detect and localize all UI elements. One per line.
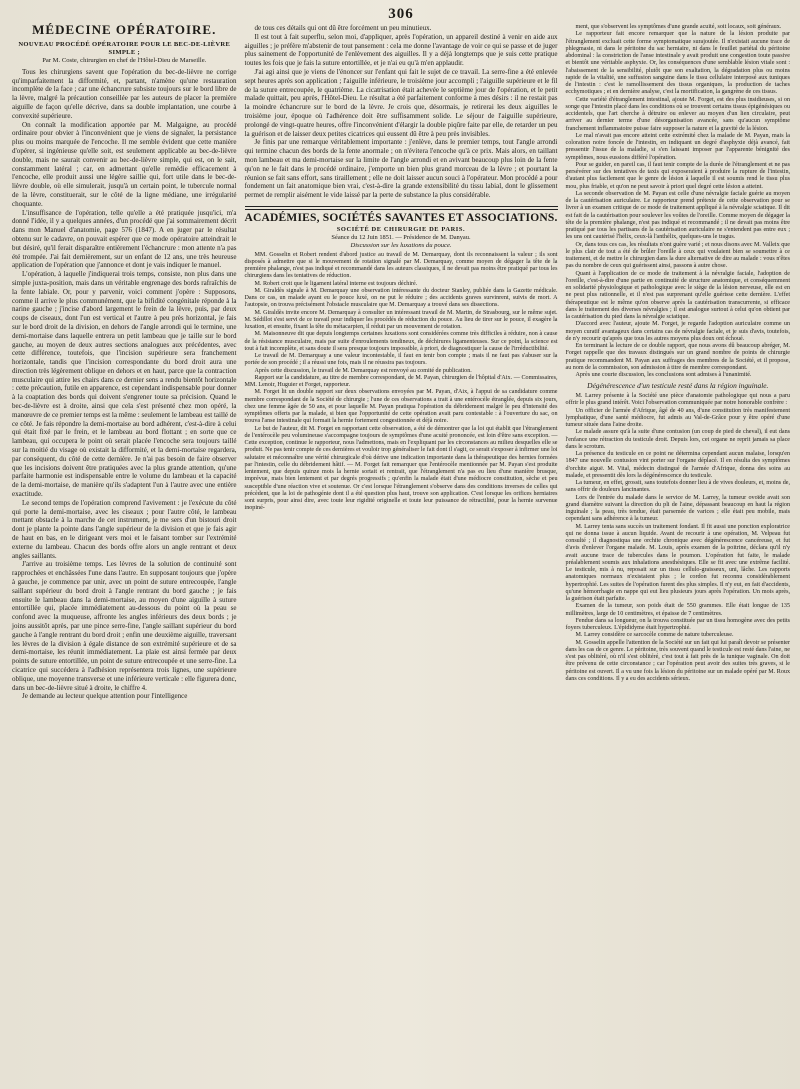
paragraph: Cette variété d'étranglement intestinal, ajoute M. Forget, est des plus insidieuses, si on songe que l'intestin placé dans les conditions où se trouvent certains tissus épigénésiques ou accidentels, que l'art cherche à détruire ou enlever au moyen d'un lien circulaire, peut arriver au dernier terme d'une désorganisation avancée, sans qu'aucun symptôme franchement inflammatoire puisse faire supposer la nature et la gravité de la lésion. [565,96,791,132]
section-title: MÉDECINE OPÉRATOIRE. [32,22,217,37]
paragraph: M. Robert croit que le ligament latéral interne est toujours déchiré. [254,280,418,287]
paragraph: ment, que s'observent les symptômes d'une grande acuité, soit locaux, soit généraux. [575,24,782,30]
paragraph: Pour se guider, en pareil cas, il faut tenir compte de la durée de l'étranglement et ne pas persévérer sur des tentatives de taxis qui exposeraient à produire la rupture de l'intestin, d'autant plus facilement que le genre de lésion à laquelle il est soumis rend le tissu plus mou, plus friable, et qu'on ne peut savoir à priori quel degré cette lésion a atteint. [565,161,791,190]
paragraph: L'opération, à laquelle j'indiquerai trois temps, consiste, non plus dans une simple juxta-position, mais dans un véritable engrenage des bords rafraîchis de la fente labiale. Or, pour y parvenir, voici comment j'opère : Supposons, comme il arrive le plus communément, que la bifidité congénitale réponde à la narine gauche ; j'incise d'abord largement le frein de la lèvre, puis, par deux coups de ciseaux, dont l'un est vertical et l'autre à peu près horizontal, je fais sur le bord droit de la division, en dehors de l'angle arrondi qui le termine, une demi-mortaise dans laquelle entrera un petit lambeau que je taille sur le bord gauche, au moyen de deux autres sections analogues aux précédentes, avec cette différence, toutefois, que l'incision supérieure sera franchement horizontale, tandis que l'incision correspondante du bord droit aura une direction très légèrement oblique en dehors et en haut, parce que la contraction musculaire qui attire les chairs dans ce dernier sens a rendu bientôt horizontale : cette précaution, futile en apparence, est cependant indispensable pour donner à la coaptation des bords qui doivent s'engrener toute sa précision. Quand le bec-de-lièvre est à droite, ainsi que cela s'est présenté chez mon opéré, la manœuvre de ce premier temps est la même : seulement le lambeau est taillé de ce côté. Je fais répondre la demi-mortaise au bord adhérent, c'est-à-dire à celui qui était fixé par le frein, et le lambeau au bord flottant ; en sorte que ce lambeau, qui occupera le point où serait placée l'encoche sera toujours taillé sur la moitié du visage où existait la difformité, et la demi-mortaise regardera, par conséquent, du côté de cette dernière. Je n'ai pas besoin de faire observer que les incisions doivent être pratiquées avec la plus grande attention, qu'une parfaite harmonie est indispensable entre le volume du lambeau et la capacité de la demi-mortaise, de manière qu'ils s'adaptent l'un à l'autre avec une entière exactitude. [12,270,237,499]
paragraph: M. Larrey présente à la Société une pièce d'anatomie pathologique qui nous a paru offrir le plus grand intérêt. Voici l'observation communiquée par notre honorable confrère : [565,393,791,407]
paragraph: MM. Gosselin et Robert rendent d'abord justice au travail de M. Demarquay, dont ils reconnaissent la valeur ; ils sont disposés à admettre que si le mouvement de rotation signalé par M. Demarquay, comme moyen de dégager la tête de la première phalange, n'est pas indiqué et recommandé dans les auteurs classiques, il ne devait pas moins être pratiqué par tous les chirurgiens dans les tentatives de réduction. [244,251,558,280]
article-body-continued [245,24,558,200]
paragraph: Le second temps de l'opération comprend l'avivement : je l'exécute du côté qui porte la demi-mortaise, avec les ciseaux ; pour l'autre côté, le lambeau mettant obstacle à la marche de cet instrument, je me sers d'un bistouri droit dont je plante la pointe dans l'angle supérieur de la division et que je fais agir de haut en bas, en le dirigeant vers moi et le faisant tomber sur l'extrémité externe du lambeau. Chacun des bords offre alors un angle rentrant et deux angles saillants. [12,498,237,560]
paragraph: M. Gosselin appelle l'attention de la Société sur un fait qui lui paraît devoir se présenter dans les cas de ce genre. Le péritoine, très souvent quand le testicule est resté dans l'aine, ne s'est pas oblitéré, où n'il s'est oblitéré, c'est tout à fait près de la tunique vaginale. On doit être prévenu de cette circonstance ; car l'opération peut avoir des suites très graves, si le péritoine est ouvert. Il a vu une fois la lésion du péritoine sur un malade opéré par M. Roux dans ces conditions. Il y a eu des accidents sérieux. [565,639,791,682]
paragraph: Je finis par une remarque véritablement importante : j'enlève, dans le premier temps, tout l'angle arrondi qui termine chacun des bords de la fente anormale ; on n'évitera l'encoche qu'à ce prix. Mais alors, en taillant mon lambeau et ma demi-mortaise sur la limite de l'angle arrondi et en avivant beaucoup plus loin de la fente qu'on ne le fait dans le procédé ordinaire, j'emporte un bien plus grand morceau de la lèvre ; et pourtant la réunion se fait sans effort, sans tiraillement ; elle ne doit laisser aucun souci à l'opérateur. Mon procédé a pour fondement un fait anatomique bien vrai, c'est-à-dire la grande extensibilité du tissu labial, dont le glissement permet de remplir aisément le vide laissé par la perte de substance la plus considérable. [244,138,558,200]
paragraph: M. Maisonneuve dit que depuis longtemps certaines luxations sont considérées comme très difficiles à réduire, non à cause de la résistance musculaire, mais par suite d'enroulements tendineux, de déchirures ligamenteuses. Sur ce point, la science est tout à fait incomplète, et sans doute il sera presque toujours impossible, à priori, de diagnostiquer la cause de l'irréductibilité. [244,331,558,352]
paragraph: Examen de la tumeur, son poids était de 550 grammes. Elle était longue de 135 millimètres, large de 10 centimètres, et épaisse de 7 centimètres. [565,603,791,617]
paragraph: La présence du testicule en ce point ne détermina cependant aucun malaise, lorsqu'en 1847 une nouvelle contusion vint porter sur l'organe déplacé. Il en résulta des symptômes d'orchite aiguë. M. Vital, médecin distingué de l'armée d'Afrique, donna des soins au malade, et pressentit dès lors la dégénérescence du testicule. [565,451,791,479]
article-body [12,68,237,701]
paragraph: M. Larrey considère ce sarcocèle comme de nature tuberculeuse. [575,632,734,639]
paragraph: La tumeur, en effet, grossit, sans toutefois donner lieu à de vives douleurs, et, moins de, sans offrir de douleurs lancinantes. [565,480,791,494]
paragraph: Quant à l'application de ce mode de traitement à la névralgie faciale, l'adoption de l'oreille, c'est-à-dire d'une partie en continuité de structure anatomique, et conséquemment en solidarité physiologique et pathologique avec le siège de la lésion nerveuse, elle est en ne peut plus rationnelle, et il n'est pas surprenant qu'elle guérisse cette dernière. L'effet thérapeutique est le même qu'on observe après la cautérisation transcurrente, si efficace dans le traitement des diverses névralgies ; il est analogue surtout à celui qu'on obtient par la cautérisation du pied dans la névralgie sciatique. [565,270,791,320]
case-subheading: Dégénérescence d'un testicule resté dans la région inguinale. [587,381,769,391]
section-divider [245,209,558,210]
section-divider [245,206,558,207]
paragraph: Le but de l'auteur, dit M. Forget en rapportant cette observation, a été de démontrer que la loi qui établit que l'étranglement de l'entérocèle peu volumineuse s'accompagne toujours de symptômes d'une acuité prononcée, est loin d'être sans exception. — Cette exception, continue le rapporteur, nous l'admettons, mais en l'expliquant par les circonstances au milieu desquelles elle se produit. Ne pas tenir compte de ces dernières et vouloir trop généraliser le fait dont il s'agit, ce serait s'exposer à infirmer une loi salutaire et méconnaître une vérité chirurgicale d'où dérive une indication importante dans la thérapeutique des hernies formées par l'intestin, celle du débridement hâtif. — M. Forget fait remarquer que l'entérocèle mentionnée par M. Payan s'est produite lentement, que depuis quinze mois la hernie sortait et rentrait, que l'étranglement n'a pas eu lieu d'une manière brusque, imprévue, mais bien lentement et par degrés progressifs ; qu'enfin la malade était d'une médiocre constitution, sèche et peu susceptible d'une réaction vive et soutenue. Or c'est lorsque l'étranglement s'observe dans des conditions inverses de celles qui précèdent, que la loi de pathogénie dont il a été question plus haut, trouve son application. C'est lorsque les orifices herniaires sont surpris, pour ainsi dire, avec toute leur rigidité originelle et toute leur puissance de rétractilité, pour la hernie survenue inopiné- [244,425,558,512]
society-name: SOCIÉTÉ DE CHIRURGIE DE PARIS. [336,225,466,233]
paragraph: J'ai agi ainsi que je viens de l'énoncer sur l'enfant qui fait le sujet de ce travail. La serre-fine a été enlevée sept heures après son application ; l'aiguille inférieure, le troisième jour accompli ; l'aiguille supérieure et le fil de la suture entrecoupée, le quatrième. La cicatrisation était achevée le septième jour de l'opération, et le petit malade quittait, peu après, l'Hôtel-Dieu. Le résultat a été parfaitement conforme à mes désirs : il ne restait pas la moindre échancrure sur le bord de la lèvre. Je crois que, désormais, je retirerai les deux aiguilles le troisième jour, époque où l'adhérence doit être suffisamment solide. Le séjour de l'aiguille supérieure, prolongé de vingt-quatre heures, offre l'inconvénient d'élargir la double piqûre faite par elle, de retarder un peu la guérison et de laisser deux petites cicatrices qui eussent dû être à peu près invisibles. [244,67,558,138]
columns [12,24,790,1086]
paragraph: Or, dans tous ces cas, les résultats n'ont guère varié ; et nous disons avec M. Valleix que le plus clair de tout a été de brûler l'oreille à ceux qui voulaient bien se soumettre à ce traitement, et de mettre le chirurgien dans la dure alternative de dire au malade : vous n'êtes pas du nombre de ceux qui guérissent ainsi, passons à autre chose. [565,241,791,270]
paragraph: Lors de l'entrée du malade dans le service de M. Larrey, la tumeur ovoïde avait son grand diamètre suivant la direction du pli de l'aine, dépassant beaucoup en haut la région inguinale ; la peau, très tendue, était parsemée de varices ; elle était peu mobile, mais cependant sans adhérence à la tumeur. [565,494,791,523]
paragraph: Je demande au lecteur quelque attention pour l'intelligence [22,692,188,701]
paragraph: L'insuffisance de l'opération, telle qu'elle a été pratiquée jusqu'ici, m'a donné l'idée, il y a quelques années, d'un procédé que j'ai sommairement décrit dans mon Manuel d'anatomie, page 576 (1847). A en juger par le résultat obtenu sur le cadavre, on pouvait espérer que ce mode opératoire atteindrait le but désiré, qu'il ferait disparaître entièrement l'échancrure : mon attente n'a pas été trompée. J'ai fait dernièrement, sur un enfant de 12 ans, une très heureuse application de l'opération que j'annonce et dont je vais indiquer le manuel. [12,208,237,270]
paragraph: Il est tout à fait superflu, selon moi, d'appliquer, après l'opération, un appareil destiné à venir en aide aux aiguilles ; je préfère m'abstenir de tout pansement : cela me donne l'avantage de voir ce qui se passe et de juger plus sainement de l'opportunité de l'enlèvement des aiguilles. Il y a déjà longtemps que je suis cette pratique toutes les fois que je fais la suture entortillée, et je n'ai eu qu'à m'en applaudir. [244,32,558,68]
paragraph: Le travail de M. Demarquay a une valeur incontestable, il faut en tenir bon compte ; mais il ne faut pas s'abuser sur la portée de son procédé ; il a réussi une fois, mais il ne réussira pas toujours. [244,353,558,367]
case-report [566,393,791,683]
column-right [566,24,791,1086]
paragraph: Fendue dans sa longueur, on la trouva constituée par un tissu homogène avec des petits foyers tuberculeux. L'épididyme était hypertrophié. [565,617,791,632]
section-banner: ACADÉMIES, SOCIÉTÉS SAVANTES ET ASSOCIATIONS. [244,211,558,224]
paragraph: M. Larrey tenta sans succès un traitement fondant. Il fit aussi une ponction exploratrice qui ne donna issue à aucun liquide. Avant de recourir à une opération, M. Velpeau fut consulté ; il diagnostiqua une orchite chronique avec dégénérescence cancéreuse, et fut d'avis d'enlever l'organe malade. M. Louis, après examen de la poitrine, déclara qu'il n'y avait aucune trace de tubercules dans le poumon. L'opération fut faite, le malade préalablement soumis aux inhalations anesthésiques. Elle se fit avec une extrême facilité. Le testicule, mis à nu, reposait sur un tissu cellulo-graisseux, uni, lâche. Les rapports anatomiques normaux n'existaient plus ; le cordon fut reconnu considérablement hypertrophié. Les suites de l'opération furent des plus simples. Il n'y eut, en fait d'accidents, qu'une hémorrhagie en nappe qui eut lieu plusieurs jours après l'opération. Un mois après, la guérison était parfaite. [565,523,791,603]
paragraph: Un officier de l'armée d'Afrique, âgé de 40 ans, d'une constitution très manifestement lymphatique, d'une santé médiocre, fut admis au Val-de-Grâce pour y être opéré d'une tumeur située dans l'aine droite. [565,407,791,429]
session-line: Séance du 12 Juin 1851. — Présidence de M. Danyau. [331,233,471,241]
paragraph: Tous les chirurgiens savent que l'opération du bec-de-lièvre ne corrige qu'imparfaitement la difformité, et, partant, n'amène qu'une restauration incomplète de la face ; car une échancrure subsiste toujours sur le bord libre de la lèvre, malgré la précaution conseillée par les auteurs de placer la première aiguille de façon qu'elle décrive, dans sa double implantation, une courbe à convexité supérieure. [12,67,237,120]
paragraph: Le rapporteur fait encore remarquer que la nature de la lésion produite par l'étranglement excluait cette forme symptomatique surajoutée. Il n'existait aucune trace de phlegmasie, ni dans le péritoine du sac herniaire, ni dans le feuillet pariétal du péritoine abdominal : la constriction de l'anse intestinale y avait produit une congestion toute passive et bientôt une véritable asphyxie. Or, les conséquences d'une semblable lésion vitale sont : l'abaissement de la sensibilité, plutôt que son exaltation, la dégradation plus ou moins rapide de la vitalité, une suffusion sanguine dans le tissu cellulaire interposé aux tuniques de l'intestin : c'est le ramollissement des tissus organiques, la production de taches ecchymotiques ; et en dernière analyse, c'est la mortification, la gangrène de ces tissus. [565,31,791,96]
paragraph: D'accord avec l'auteur, ajoute M. Forget, je regarde l'adoption auriculaire comme un moyen curatif avantageux dans certains cas de névralgie faciale, et je suis d'avis, toutefois, de n'y recourir qu'après que tous les autres moyens plus doux ont échoué. [565,321,791,342]
paragraph: La seconde observation de M. Payan est celle d'une névralgie faciale guérie au moyen de la cautérisation auriculaire. Le rapporteur prend prétexte de cette observation pour se livrer à un examen critique de ce mode de traitement appliqué à la névralgie sciatique. Il dit est fait de la cautérisation pour soulever les voûtes de l'oreille. Comme moyen de dégager la tête de la première phalange, n'est pas indiqué et recommandé ; il ne devait pas moins être pratiqué par tous les partisans de la cautérisation auriculaire ne s'entendent pas entre eux ; les uns ont cautérisé l'hélix, ceux-là l'anthélix, quelques-uns le tragus. [565,190,791,241]
paragraph: de tous ces détails qui ont dû être forcément un peu minutieux. [254,24,432,32]
paragraph: Après une courte discussion, les conclusions sont admises à l'unanimité. [575,372,752,378]
paragraph: Le malade assure qu'à la suite d'une contusion (un coup de pied de cheval), il eut dans l'enfance une rétraction du testicule droit. Depuis lors, cet organe ne reprit jamais sa place dans le scrotum. [565,429,791,450]
paragraph: J'arrive au troisième temps. Les lèvres de la solution de continuité sont rapprochées et enchâssées l'une dans l'autre. En supposant toujours que j'opère à gauche, je commence par unir, avec un point de suture entrecoupée, l'angle saillant supérieur du bord droit à l'angle rentrant du bord gauche ; je fais ensuite le lambeau dans la demi-mortaise, au moyen d'une aiguille à suture entortillée qui, placée immédiatement au-dessous du point où la peau se confond avec la muqueuse, affronte les angles inférieurs des deux bords ; je joins aussitôt après, par une pince serre-fine, l'angle saillant supérieur du bord gauche à l'angle rentrant du bord droit ; enfin une deuxième aiguille, traversant les lèvres de la division à égale distance de son extrémité supérieure et de sa demi-mortaise, les réunit immédiatement. La plaie est ainsi fermée par deux points de suture entortillée, un point de suture entrecoupée et une serre-fine. La cicatrice qui succédera à l'adhésion représentera trois lignes, une supérieure oblique, une moyenne transverse et une inférieure verticale : elle figurera donc, dans un bec-de-lièvre situé à droite, le chiffre 4. [12,560,237,692]
paragraph: En terminant la lecture de ce double rapport, que nous avons dû beaucoup abréger, M. Forget rappelle que des travaux distingués sur un grand nombre de points de chirurgie pratique recommandent M. Payan aux suffrages des membres de la Société, et il propose, au nom de la commission, son admission à titre de membre correspondant. [565,343,791,371]
article-byline: Par M. Coste, chirurgien en chef de l'Hôtel-Dieu de Marseille. [42,56,207,64]
paragraph: Rapport sur la candidature, au titre de membre correspondant, de M. Payan, chirurgien de l'hôpital d'Aix. — Commissaires, MM. Lenoir, Huguier et Forget, rapporteur. [244,374,558,389]
article-title: NOUVEAU PROCÉDÉ OPÉRATOIRE POUR LE BEC-DE-LIÈVRE SIMPLE ; [18,40,231,56]
column-middle [245,24,558,1086]
paragraph: Le mal n'avait pas encore atteint cette extrémité chez la malade de M. Payan, mais la coloration noire foncée de l'intestin, en indiquant un degré d'asphyxie déjà avancé, fait pressentir l'issue de la maladie, si s'en laissant imposer par l'apparente bénignité des symptômes, nous eussions différé l'opération. [565,132,791,161]
society-proceedings [245,252,558,513]
column-left [12,24,237,1086]
page-number: 306 [388,6,414,22]
paragraph: M. Giraldès signale à M. Demarquay une observation intéressante du docteur Stanley, publiée dans la Gazette médicale. Dans ce cas, un malade ayant eu le pouce luxé, on ne put le réduire ; des accidents graves survinrent, suivis de mort. A l'autopsie, on trouva précisément l'obstacle musculaire que M. Demarquay a trouvé dans ses dissections. [244,287,558,309]
paragraph: On connaît la modification apportée par M. Malgaigne, au procédé ordinaire pour obvier à l'inconvénient que je viens de signaler, la persistance plus ou moins marquée de l'encoche. Il me semble évident que cette manière d'opérer, si ingénieuse qu'elle soit, est seulement applicable au bec-de-lièvre double, mais ne saurait convenir au bec-de-lièvre simple, qui est, on le sait, constamment latéral ; car, en admettant qu'elle remédie efficacement à l'encoche, elle produit aussi une légère saillie qui, fort utile dans le bec-de-lièvre double, où elle simulerait, jusqu'à un certain point, le tubercule normal de la lèvre, constituerait, sur le côté de la ligne médiane, une irrégularité choquante. [12,120,237,208]
paragraph: M. Forget lit un double rapport sur deux observations envoyées par M. Payan, d'Aix, à l'appui de sa candidature comme membre correspondant de la Société de chirurgie ; l'une de ces observations a trait à une entérocèle étranglée, depuis six jours, chez une femme âgée de 50 ans, et pour laquelle M. Payan pratiqua l'opération du débridement malgré le peu d'intensité des symptômes offerts par la malade, si bien que l'opportunité de cette opération avait paru contestable : à l'ouverture du sac, on trouva l'anse intestinale qui formait la hernie fortement congestionnée et déjà noire. [244,389,558,425]
paragraph: Après cette discussion, le travail de M. Demarquay est renvoyé au comité de publication. [254,367,472,374]
discussion-heading: Discussion sur les luxations du pouce. [350,241,452,249]
paragraph: M. Giraldès invite encore M. Demarquay à consulter un intéressant travail de M. Martin, de Strasbourg, sur le même sujet. M. Sédillot s'est servi de ce travail pour indiquer les procédés de réduction du pouce. Au lieu de tirer sur le pouce, il exagère la luxation, et ensuite, fixant la tête du métacarpien, il réduit par un mouvement de rotation. [244,309,558,331]
proceedings-continued [566,24,791,379]
